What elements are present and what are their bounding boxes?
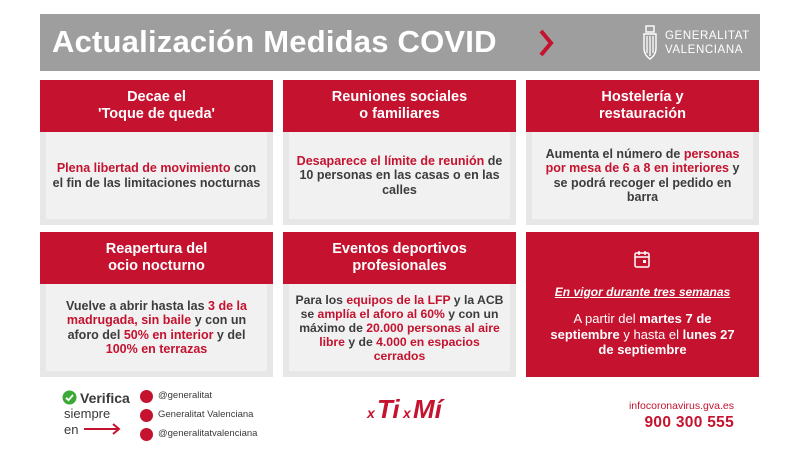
generalitat-logo bbox=[640, 22, 758, 64]
card-title-line1: Reapertura del bbox=[105, 241, 208, 257]
card-text: de 10 personas en las casas o en las calles bbox=[299, 153, 503, 197]
card-highlight: 20.000 personas al aire libre bbox=[319, 320, 500, 349]
social-label: @generalitat bbox=[158, 390, 213, 401]
chevron-right-icon bbox=[538, 29, 554, 57]
validity-end-date: lunes 27 de septiembre bbox=[598, 326, 735, 357]
card-text: y del bbox=[213, 327, 246, 342]
campaign-ti: Ti bbox=[377, 394, 400, 424]
card-text: con el fin de las limitaciones nocturnas bbox=[52, 161, 261, 190]
arrow-right-icon bbox=[84, 423, 122, 435]
card-title bbox=[283, 80, 516, 132]
card-title bbox=[40, 232, 273, 284]
card-title-line1: Hostelería y bbox=[601, 89, 684, 105]
card-title-line2: restauración bbox=[598, 106, 687, 122]
check-circle-icon bbox=[62, 390, 77, 405]
social-label: Generalitat Valenciana bbox=[158, 409, 254, 420]
campaign-mi: Mí bbox=[413, 394, 442, 424]
validity-text: A partir del bbox=[573, 311, 640, 326]
page-title: Actualización Medidas COVID bbox=[52, 24, 497, 59]
card-body bbox=[289, 132, 510, 219]
card-title bbox=[40, 80, 273, 132]
twitter-icon bbox=[140, 390, 153, 403]
card-highlight: 100% en terrazas bbox=[105, 342, 208, 356]
card-nightlife bbox=[40, 232, 273, 377]
card-title bbox=[526, 80, 759, 132]
coat-of-arms-icon bbox=[640, 23, 660, 63]
card-body bbox=[46, 284, 267, 371]
card-body bbox=[532, 132, 753, 219]
card-title-line2: 'Toque de queda' bbox=[98, 106, 215, 122]
card-text: Aumenta el número de bbox=[545, 146, 684, 161]
card-body bbox=[46, 132, 267, 219]
card-hospitality bbox=[526, 80, 759, 225]
card-text: y de bbox=[344, 334, 377, 349]
card-title-line1: Reuniones sociales bbox=[331, 89, 468, 105]
card-text: y con un aforo del bbox=[67, 313, 247, 342]
card-highlight: 3 de la madrugada, sin baile bbox=[66, 298, 247, 327]
card-highlight: amplía el aforo al 60% bbox=[317, 306, 445, 321]
card-highlight: personas por mesa de 6 a 8 en interiores bbox=[545, 146, 740, 175]
card-title-line2: o familiares bbox=[359, 106, 440, 122]
validity-headline: En vigor durante tres semanas bbox=[554, 285, 731, 299]
card-title-line2: ocio nocturno bbox=[108, 258, 205, 274]
validity-start-date: martes 7 de septiembre bbox=[550, 311, 712, 342]
campaign-logo bbox=[365, 388, 445, 428]
social-label: @generalitatvalenciana bbox=[158, 428, 258, 439]
campaign-x2: x bbox=[403, 405, 411, 421]
verify-line3: en bbox=[64, 422, 79, 437]
facebook-icon bbox=[140, 409, 153, 422]
phone-number[interactable]: 900 300 555 bbox=[644, 414, 734, 431]
validity-period bbox=[544, 311, 741, 358]
calendar-icon bbox=[634, 250, 650, 268]
card-highlight: 4.000 en espacios cerrados bbox=[373, 334, 480, 363]
card-title-line1: Decae el bbox=[127, 89, 186, 105]
card-curfew bbox=[40, 80, 273, 225]
card-highlight: 50% en interior bbox=[123, 327, 214, 342]
card-sports-events bbox=[283, 232, 516, 377]
verify-word: Verifica bbox=[80, 390, 130, 406]
card-title-line2: profesionales bbox=[352, 258, 447, 274]
card-social-meetings bbox=[283, 80, 516, 225]
card-body bbox=[289, 284, 510, 371]
card-highlight: equipos de la LFP bbox=[346, 292, 451, 307]
org-name-line1: GENERALITAT bbox=[665, 30, 750, 42]
card-title-line1: Eventos deportivos bbox=[332, 241, 467, 257]
card-text: Vuelve a abrir hasta las bbox=[66, 298, 209, 313]
card-validity bbox=[526, 232, 759, 377]
card-title bbox=[283, 232, 516, 284]
card-text: Para los bbox=[295, 292, 347, 307]
card-highlight: Desaparece el límite de reunión bbox=[296, 153, 485, 168]
instagram-icon bbox=[140, 428, 153, 441]
card-highlight: Plena libertad de movimiento bbox=[56, 161, 231, 175]
campaign-x1: x bbox=[367, 405, 375, 421]
card-text: y con un máximo de bbox=[299, 306, 499, 335]
contact-block bbox=[610, 400, 734, 432]
header-banner bbox=[40, 14, 760, 71]
card-text: y se podrá recoger el pedido en barra bbox=[553, 161, 740, 204]
validity-text: y hasta el bbox=[619, 326, 683, 342]
verify-line2: siempre bbox=[64, 406, 111, 421]
org-name-line2: VALENCIANA bbox=[665, 44, 744, 56]
website-link[interactable]: infocoronavirus.gva.es bbox=[628, 400, 734, 412]
card-text: y la ACB se bbox=[300, 292, 504, 321]
